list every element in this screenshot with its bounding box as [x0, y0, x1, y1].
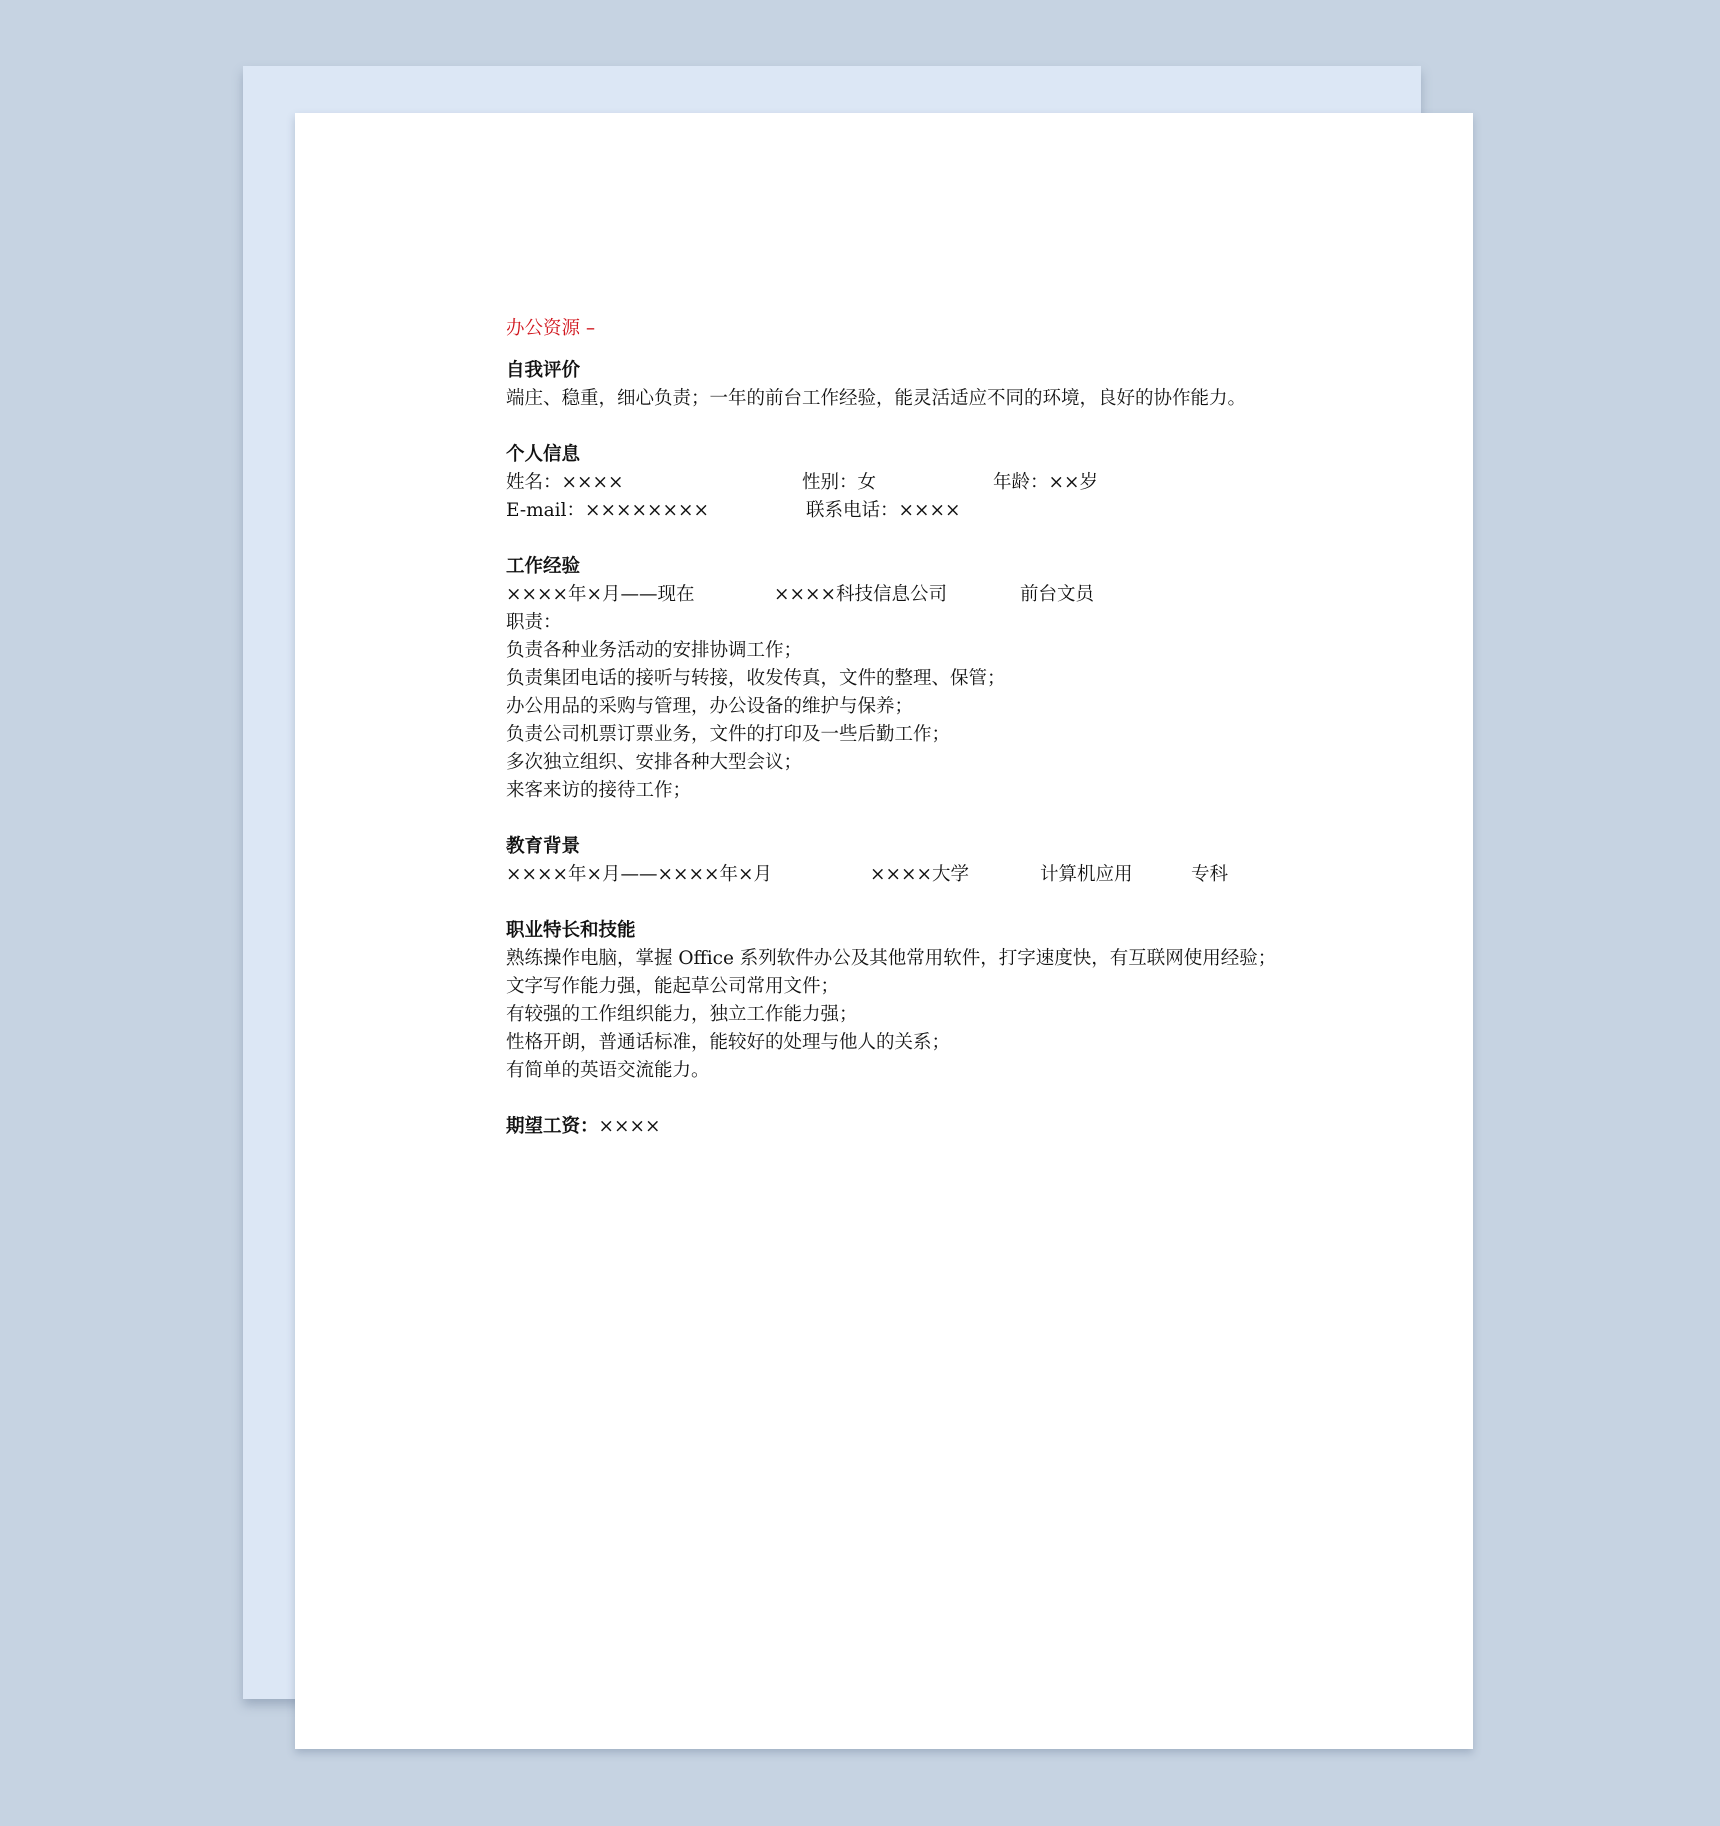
education-row [506, 861, 1366, 889]
document-page [295, 113, 1473, 1749]
duty-item: 来客来访的接待工作； [506, 780, 692, 801]
section-title: 自我评价 [506, 360, 581, 381]
duties-label: 职责： [506, 612, 562, 633]
salary-label: 期望工资： [506, 1116, 599, 1137]
personal-info-row-1 [506, 469, 1366, 497]
work-period: ××××年×月——现在 [506, 584, 695, 605]
duty-item: 负责各种业务活动的安排协调工作； [506, 640, 803, 661]
self-evaluation-section [506, 357, 1366, 413]
major: 计算机应用 [1040, 864, 1133, 885]
skill-item: 有简单的英语交流能力。 [506, 1060, 710, 1081]
duty-item: 办公用品的采购与管理，办公设备的维护与保养； [506, 696, 914, 717]
education-period: ××××年×月——××××年×月 [506, 864, 773, 885]
school-name: ××××大学 [870, 864, 970, 885]
section-title: 工作经验 [506, 556, 581, 577]
name-field: 姓名：×××× [506, 472, 624, 493]
personal-info-section [506, 441, 1366, 525]
gender-field: 性别：女 [802, 472, 877, 493]
company-name: ××××科技信息公司 [774, 584, 948, 605]
section-title: 个人信息 [506, 444, 581, 465]
expected-salary [506, 1113, 1366, 1141]
education-section [506, 833, 1366, 889]
skill-item: 性格开朗，普通话标准，能较好的处理与他人的关系； [506, 1032, 951, 1053]
salary-value: ×××× [598, 1116, 661, 1137]
email-field: E-mail：×××××××× [506, 500, 710, 521]
salary-section [506, 1113, 1366, 1141]
brand-header: 办公资源 – [506, 318, 596, 339]
job-position: 前台文员 [1020, 584, 1095, 605]
work-experience-section [506, 553, 1366, 805]
duty-item: 负责公司机票订票业务，文件的打印及一些后勤工作； [506, 724, 951, 745]
resume-content [506, 315, 1366, 1169]
skill-item: 有较强的工作组织能力，独立工作能力强； [506, 1004, 858, 1025]
self-evaluation-text: 端庄、稳重，细心负责；一年的前台工作经验，能灵活适应不同的环境，良好的协作能力。 [506, 388, 1247, 409]
skill-item: 熟练操作电脑，掌握 Office 系列软件办公及其他常用软件，打字速度快，有互联网使用经验； [506, 948, 1277, 969]
duty-item: 多次独立组织、安排各种大型会议； [506, 752, 803, 773]
phone-field: 联系电话：×××× [806, 500, 961, 521]
skill-item: 文字写作能力强，能起草公司常用文件； [506, 976, 840, 997]
duty-item: 负责集团电话的接听与转接，收发传真，文件的整理、保管； [506, 668, 1006, 689]
degree: 专科 [1191, 864, 1229, 885]
work-experience-row [506, 581, 1366, 609]
skills-section [506, 917, 1366, 1085]
personal-info-row-2 [506, 497, 1366, 525]
section-title: 教育背景 [506, 836, 581, 857]
section-title: 职业特长和技能 [506, 920, 636, 941]
age-field: 年龄：××岁 [993, 472, 1099, 493]
